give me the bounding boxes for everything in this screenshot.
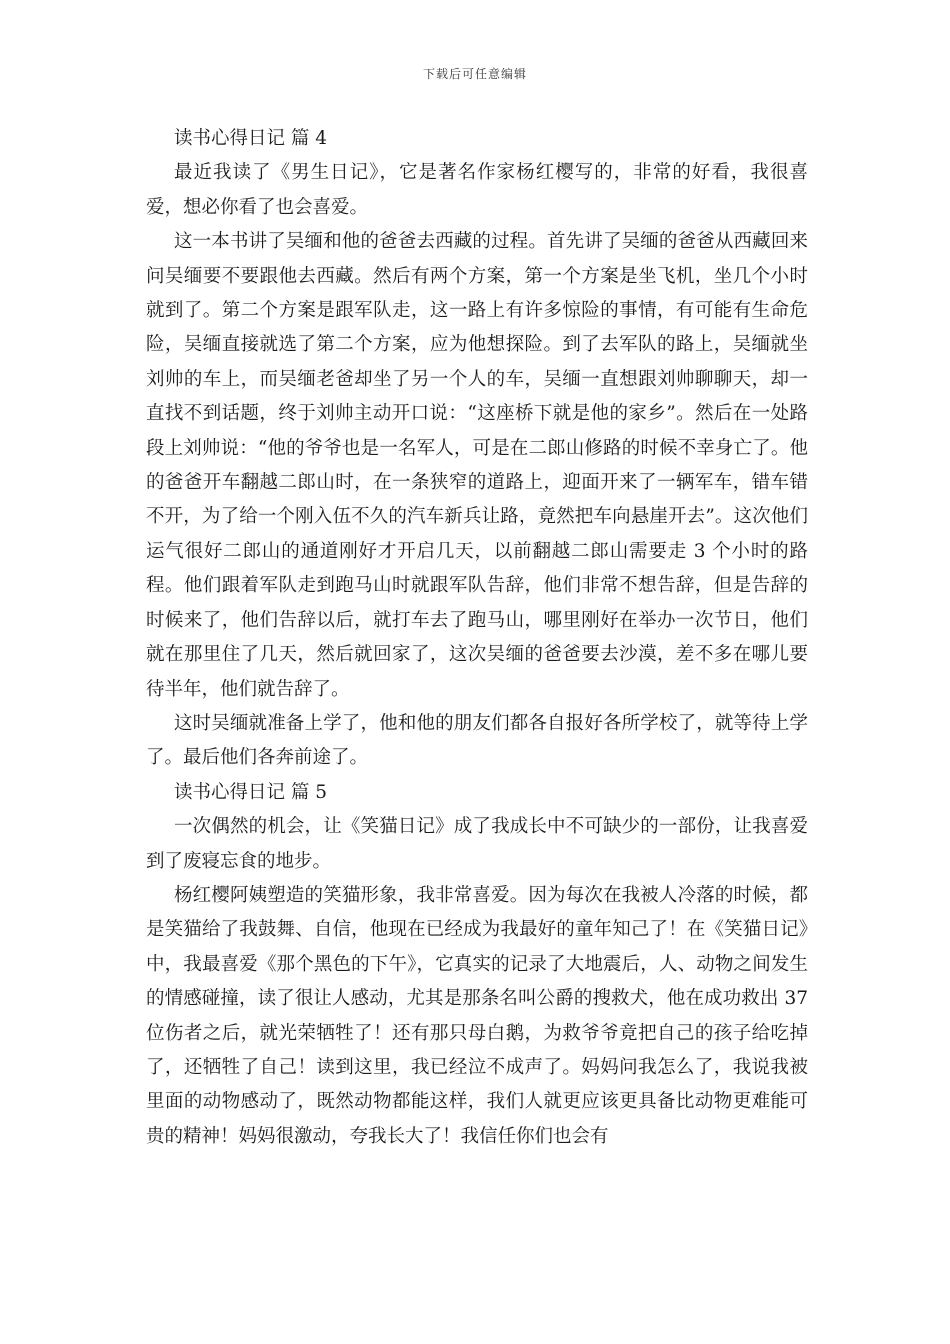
paragraph: 这时吴缅就准备上学了，他和他的朋友们都各自报好各所学校了，就等待上学了。最后他们各奔前途了。 [146, 712, 808, 769]
document-body [146, 122, 808, 1154]
paragraph: 最近我读了《男生日记》，它是著名作家杨红樱写的，非常的好看，我很喜爱，想必你看了也会喜爱。 [146, 162, 808, 218]
paragraph: 这一本书讲了吴缅和他的爸爸去西藏的过程。首先讲了吴缅的爸爸从西藏回来问吴缅要不要跟他去西藏。然后有两个方案，第一个方案是坐飞机，坐几个小时就到了。第二个方案是跟军队走，这一路上有许多惊险的事情，有可能有生命危险，吴缅直接就选了第二个方案，应为他想探险。到了去军队的路上，吴缅就坐刘帅的车上，而吴缅老爸却坐了另一个人的车，吴缅一直想跟刘帅聊聊天，却一直找不到话题，终于刘帅主动开口说：“这座桥下就是他的家乡”。然后在一处路段上刘帅说：“他的爷爷也是一名军人，可是在二郎山修路的时候不幸身亡了。他的爸爸开车翻越二郎山时，在一条狭窄的道路上，迎面开来了一辆军车，错车错不开，为了给一个刚入伍不久的汽车新兵让路，竟然把车向悬崖开去”。这次他们运气很好二郎山的通道刚好才开启几天，以前翻越二郎山需要走 3 个小时的路程。他们跟着军队走到跑马山时就跟军队告辞，他们非常不想告辞，但是告辞的时候来了，他们告辞以后，就打车去了跑马山，哪里刚好在举办一次节日，他们就在那里住了几天，然后就回家了，这次吴缅的爸爸要去沙漠，差不多在哪儿要待半年，他们就告辞了。 [146, 231, 808, 700]
paragraph: 一次偶然的机会，让《笑猫日记》成了我成长中不可缺少的一部份，让我喜爱到了废寝忘食的地步。 [146, 816, 808, 872]
page-header-note: 下载后可任意编辑 [422, 67, 527, 81]
section-heading-5: 读书心得日记 篇 5 [174, 781, 328, 803]
paragraph: 杨红樱阿姨塑造的笑猫形象，我非常喜爱。因为每次在我被人冷落的时候，都是笑猫给了我鼓舞、自信，他现在已经成为我最好的童年知己了！在《笑猫日记》中，我最喜爱《那个黑色的下午》，它真实的记录了大地震后，人、动物之间发生的情感碰撞，读了很让人感动，尤其是那条名叫公爵的搜救犬，他在成功救出 37 位伤者之后，就光荣牺牲了！还有那只母白鹅，为救爷爷竟把自己的孩子给吃掉了，还牺牲了自己！读到这里，我已经泣不成声了。妈妈问我怎么了，我说我被里面的动物感动了，既然动物都能这样，我们人就更应该更具备比动物更难能可贵的精神！妈妈很激动，夸我长大了！我信任你们也会有 [146, 884, 808, 1147]
section-heading-4: 读书心得日记 篇 4 [174, 128, 328, 149]
